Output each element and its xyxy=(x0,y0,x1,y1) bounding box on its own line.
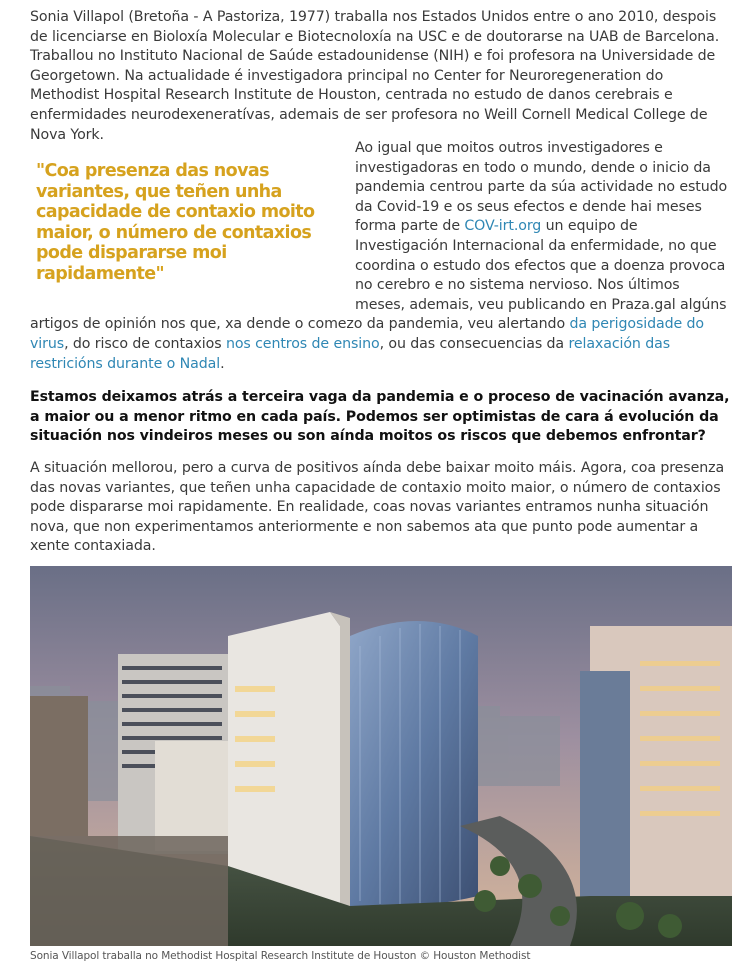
body-text: Ao igual que moitos outros investigadores e investigadoras en todo o mundo, dende o inicio da pandemia centrou parte da súa actividade no estudo da Covid-19 e os seus efectos e dende hai meses forma parte de xyxy=(355,140,728,235)
intro-paragraph: Sonia Villapol (Bretoña - A Pastoriza, 1977) traballa nos Estados Unidos entre o ano 2010, despois de licenciarse en Bioloxía Molecular e Biotecnoloxía na USC e de doutorarse na UAB de Barcelona. Traballou no Instituto Nacional de Saúde estadounidense (NIH) e foi profesora na Universidade de Georgetown. Na actualidade é investigadora principal no Center for Neuroregeneration do Methodist Hospital Research Institute de Houston, centrada no estudo de danos cerebrais e enfermidades neurodexeneratívas, ademais de ser profesora no Weill Cornell Medical College de Nova York. xyxy=(30,9,720,143)
interview-answer: A situación mellorou, pero a curva de positivos aínda debe baixar moito máis. Agora, coa presenza das novas variantes, que teñen unha capacidade de contaxio moito maior, o número de contaxios pode dispararse moi rapidamente. En realidade, coas novas variantes entramos nunha situación nova, que non experimentamos anteriormente e non sabemos ata que punto pode aumentar a xente contaxiada. xyxy=(30,460,725,555)
body-text: , ou das consecuencias da xyxy=(379,335,569,352)
interview-question: Estamos deixamos atrás a terceira vaga da pandemia e o proceso de vacinación avanza, a maior ou a menor ritmo en cada país. Podemos ser optimistas de cara á evolución da situación nos vindeiros meses ou son aínda moitos os riscos que debemos enfrontar? xyxy=(30,389,730,445)
link-cov-irt[interactable]: COV-irt.org xyxy=(464,218,542,235)
body-text: . xyxy=(220,355,225,372)
photo-caption: Sonia Villapol traballa no Methodist Hospital Research Institute de Houston © Houston Methodist xyxy=(30,950,531,962)
glass-tower xyxy=(350,621,478,907)
link-perigosidade-virus[interactable]: da perigosidade do virus xyxy=(30,316,705,352)
body-text: , do risco de contaxios xyxy=(64,335,226,352)
link-centros-ensino[interactable]: nos centros de ensino xyxy=(225,335,380,352)
building-left-3 xyxy=(155,741,230,851)
link-relaxacion-restricions[interactable]: relaxación das restricións durante o Nadal xyxy=(30,335,671,372)
building-right-glass xyxy=(580,671,630,901)
body-text: un equipo de Investigación Internacional da enfermidade, no que coordina o estudo dos efectos que a doenza provoca no cerebro e no sistema nervioso. Nos últimos meses, ademais, veu publicando en Praza.gal algúns artigos de opinión nos que, xa dende o comezo da pandemia, veu alertando xyxy=(30,218,727,333)
building-left-1 xyxy=(30,696,88,836)
pull-quote: "Coa presenza das novas variantes, que teñen unha capacidade de contaxio moito maior, o número de contaxios pode dispararse moi rapidamente" xyxy=(36,161,315,284)
hospital-photo-illustration xyxy=(30,566,732,946)
hospital-photo xyxy=(30,566,732,946)
parking-structure xyxy=(30,836,228,946)
